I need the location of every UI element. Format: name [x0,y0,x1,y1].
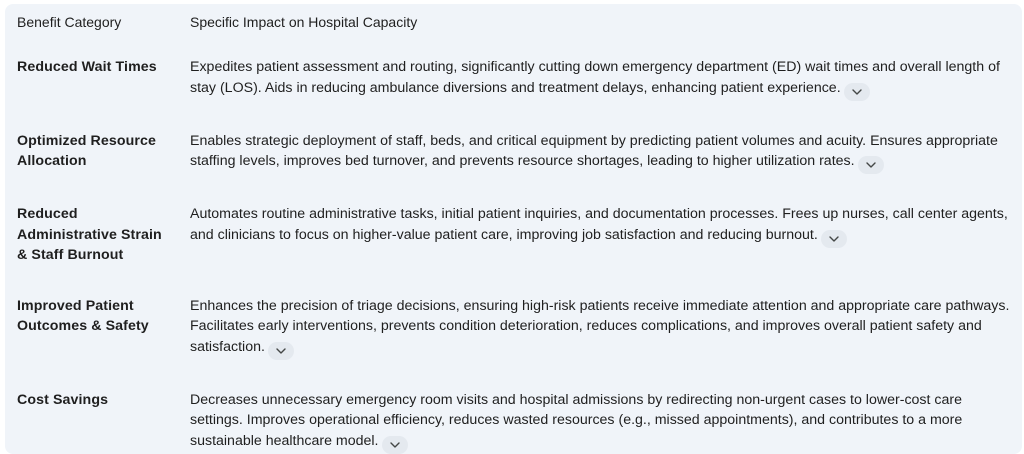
benefits-table [5,4,1022,454]
row-category: Optimized Resource Allocation [17,132,156,169]
header-specific-impact: Specific Impact on Hospital Capacity [190,14,418,30]
expand-source-button[interactable] [268,342,294,360]
row-category: Improved Patient Outcomes & Safety [17,297,149,334]
row-impact-text: Enables strategic deployment of staff, beds, and critical equipment by predicting patient volumes and acuity. Ensures appropriate staffing levels, improves bed turnover, and prevents resource shortages, leading to higher utilization rates. [190,132,998,169]
chevron-down-icon [866,162,876,168]
table-header-row [5,4,1022,57]
chevron-down-icon [390,442,400,448]
row-impact-cell [177,204,1022,296]
row-impact-text: Enhances the precision of triage decisions, ensuring high-risk patients receive immediate attention and appropriate care pathways. Facilitates early interventions, prevents condition deterioration, reduces complications, and improves overall patient safety and satisfaction. [190,297,1010,355]
benefits-table-card [5,4,1022,454]
row-impact-text: Automates routine administrative tasks, initial patient inquiries, and documentation processes. Frees up nurses, call center agents, and clinicians to focus on higher-value patient care, improving job satisfaction and reducing burnout. [190,206,1008,243]
row-impact-text: Decreases unnecessary emergency room visits and hospital admissions by redirecting non-urgent cases to lower-cost care settings. Improves operational efficiency, reduces wasted resources (e.g., missed appointments), and contributes to a more sustainable healthcare model. [190,391,963,449]
header-benefit-category: Benefit Category [17,14,122,30]
expand-source-button[interactable] [858,156,884,174]
table-row [5,390,1022,454]
row-impact-cell [177,57,1022,131]
expand-source-button[interactable] [821,230,847,248]
row-category: Reduced Administrative Strain & Staff Burnout [17,206,162,263]
table-row [5,57,1022,131]
row-impact-text: Expedites patient assessment and routing, significantly cutting down emergency department (ED) wait times and overall length of stay (LOS). Aids in reducing ambulance diversions and treatment delays, enhancing patient experience. [190,59,1000,96]
chevron-down-icon [829,236,839,242]
row-impact-cell [177,296,1022,390]
row-impact-cell [177,131,1022,205]
expand-source-button[interactable] [382,436,408,454]
chevron-down-icon [852,89,862,95]
row-category: Cost Savings [17,391,109,408]
table-row [5,131,1022,205]
table-row [5,296,1022,390]
row-category: Reduced Wait Times [17,59,157,75]
table-row [5,204,1022,296]
expand-source-button[interactable] [844,83,870,101]
row-impact-cell [177,390,1022,454]
chevron-down-icon [276,348,286,354]
